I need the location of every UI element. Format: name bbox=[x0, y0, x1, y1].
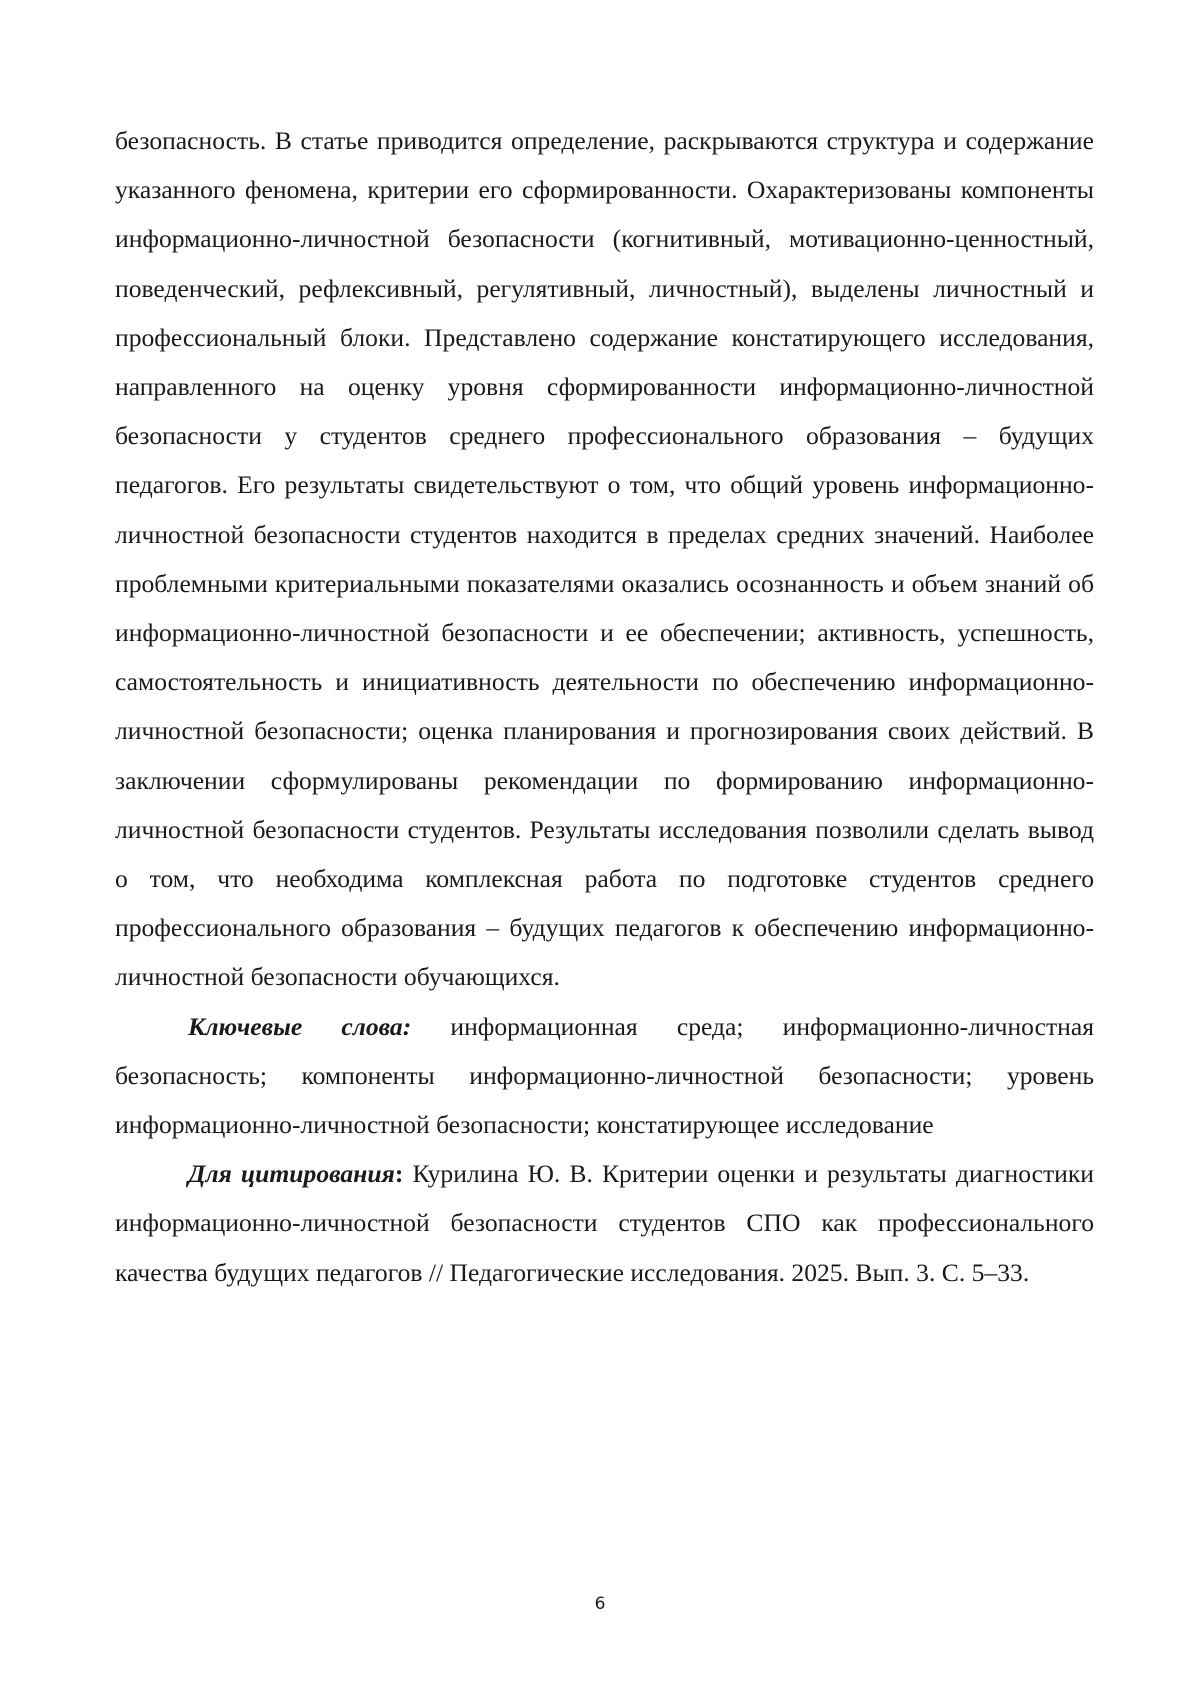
keywords-paragraph bbox=[115, 1002, 1094, 1150]
keywords-label: Ключевые слова: bbox=[188, 1011, 412, 1041]
keywords-text: информационная среда; информационно-личностная безопасность; компоненты информационно-личностной безопасности; уровень информационно-личностной безопасности; констатирующее исследование bbox=[115, 1011, 1094, 1140]
page-number: 6 bbox=[594, 1594, 606, 1614]
citation-paragraph bbox=[115, 1149, 1094, 1297]
abstract-paragraph: безопасность. В статье приводится определение, раскрываются структура и содержание указанного феномена, критерии его сформированности. Охарактеризованы компоненты информационно-личностной безопасности (когнитивный, мотивационно-ценностный, поведенческий, рефлексивный, регулятивный, личностный), выделены личностный и профессиональный блоки. Представлено содержание констатирующего исследования, направленного на оценку уровня сформированности информационно-личностной безопасности у студентов среднего профессионального образования – будущих педагогов. Его результаты свидетельствуют о том, что общий уровень информационно-личностной безопасности студентов находится в пределах средних значений. Наиболее проблемными критериальными показателями оказались осознанность и объем знаний об информационно-личностной безопасности и ее обеспечении; активность, успешность, самостоятельность и инициативность деятельности по обеспечению информационно-личностной безопасности; оценка планирования и прогнозирования своих действий. В заключении сформулированы рекомендации по формированию информационно-личностной безопасности студентов. Результаты исследования позволили сделать вывод о том, что необходима комплексная работа по подготовке студентов среднего профессионального образования – будущих педагогов к обеспечению информационно-личностной безопасности обучающихся. bbox=[115, 126, 1094, 992]
document-body bbox=[115, 116, 1094, 1297]
citation-colon: : bbox=[394, 1159, 404, 1189]
citation-text: Курилина Ю. В. Критерии оценки и результаты диагностики информационно-личностной безопасности студентов СПО как профессионального качества будущих педагогов // Педагогические исследования. 2025. Вып. 3. С. 5–33. bbox=[115, 1159, 1095, 1287]
citation-label: Для цитирования bbox=[188, 1159, 395, 1189]
